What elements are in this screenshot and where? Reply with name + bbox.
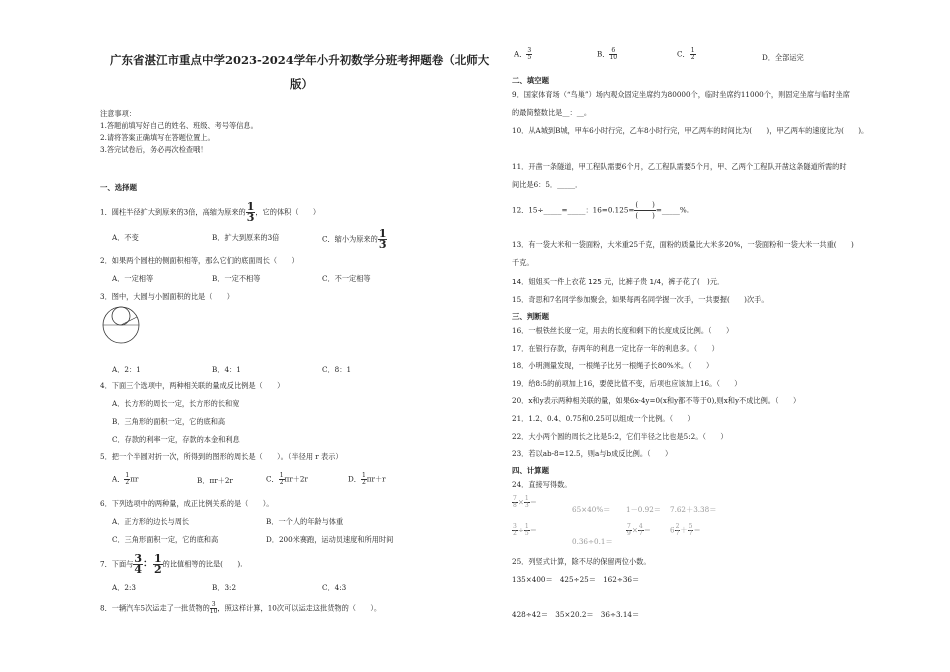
q3-option-a[interactable]: A．2：1 — [112, 365, 141, 374]
calc-item: $\frac{7}{9}$ × $\frac{4}{7}$ ＝ — [627, 523, 651, 537]
section-judge: 三、判断题 — [512, 312, 549, 321]
circle-figure — [101, 305, 141, 345]
fraction: $\frac{1}{2}$ — [361, 472, 366, 486]
question-8: 8．一辆汽车5次运走了一批货物的 $\frac{3}{10}$ ，照这样计算，10次可以运走这批货物的（ ）。 — [100, 601, 382, 615]
question-1 — [100, 202, 320, 223]
calc-row: 135×400＝ 425÷25＝ 162÷36＝ — [512, 575, 640, 584]
notice-item: 1.答题前填写好自己的姓名、班级、考号等信息。 — [100, 121, 258, 130]
calc-item: $\frac{7}{8}$ × $\frac{1}{3}$ ＝ — [513, 495, 537, 509]
calc-item: 6 $\frac{2}{7}$ ＋ $\frac{5}{7}$ ＝ — [670, 523, 701, 537]
question-23: 23．若以ab-8=12.5，则a与b成反比例。（ ） — [512, 449, 673, 458]
question-21: 21．1.2、0.4、0.75和0.25可以组成一个比例。（ ） — [512, 414, 695, 423]
fraction: $\frac{( )}{( )}$ — [635, 201, 655, 220]
question-15: 15．奇思和7名同学参加聚会，如果每两名同学握一次手，一共要握( )次手。 — [512, 295, 769, 304]
q1-option-c[interactable]: C．缩小为原来的 $\frac{1}{3}$ — [322, 227, 387, 251]
fraction: $\frac{1}{3}$ — [524, 495, 529, 509]
q1-text-b: ，它的体积（ ） — [255, 207, 321, 217]
q7-option-a[interactable]: A．2:3 — [112, 583, 136, 592]
fraction: $\frac{6}{10}$ — [609, 47, 618, 61]
fraction: $\frac{1}{5}$ — [524, 523, 529, 537]
question-12: 12．15÷_____=_____：16=0.125= $\frac{( )}{( )}$ =_____%. — [512, 201, 689, 220]
q1-option-a[interactable]: A．不变 — [112, 233, 139, 242]
q3-option-b[interactable]: B．4：1 — [212, 365, 241, 374]
q7-option-c[interactable]: C．4:3 — [322, 583, 347, 592]
fraction: $\frac{1}{3}$ — [246, 200, 255, 224]
calc-item: 65×40%＝ — [572, 505, 611, 514]
q5-option-b[interactable]: B．πr＋2r — [197, 476, 233, 485]
question-6: 6．下列选项中的两种量，成正比例关系的是（ ）。 — [100, 499, 274, 508]
question-20: 20．x和y表示两种相关联的量，如果6x-4y=0(x和y都不等于0),则x和y不成比例。（ ） — [512, 396, 801, 405]
question-9: 9．国家体育场（“鸟巢”）场内观众固定坐席约为80000个，临时坐席约11000个，则固定坐席与临时坐席 — [512, 90, 850, 99]
fraction: $\frac{1}{2}$ — [279, 472, 284, 486]
question-9-cont: 的最简整数比是__：__。 — [512, 108, 592, 117]
fraction: $\frac{7}{9}$ — [627, 523, 631, 537]
fraction: $\frac{1}{2}$ — [690, 47, 695, 61]
fraction: $\frac{2}{7}$ — [675, 523, 680, 537]
fraction: $\frac{3}{2}$ — [513, 523, 517, 537]
calc-item: 1－0.92＝ — [626, 505, 661, 514]
question-5: 5．把一个半圆对折一次，所得到的图形的周长是（ ）。（半径用 r 表示） — [100, 452, 343, 461]
notice-heading: 注意事项： — [100, 109, 136, 118]
calc-item: 7.62＋3.38＝ — [670, 505, 717, 514]
question-17: 17．在银行存款，存两年的利息一定比存一年的利息多。（ ） — [512, 344, 719, 353]
q6-option-b[interactable]: B．一个人的年龄与体重 — [266, 517, 344, 526]
q4-option-c[interactable]: C．存款的利率一定，存款的本金和利息 — [112, 435, 240, 444]
question-13: 13．有一袋大米和一袋面粉，大米重25千克，面粉的质量比大米多20%，一袋面粉和一袋大米一共重( ) — [512, 240, 854, 249]
q2-option-b[interactable]: B．一定不相等 — [212, 274, 261, 283]
q2-option-a[interactable]: A．一定相等 — [112, 274, 154, 283]
fraction: $\frac{3}{5}$ — [527, 47, 532, 61]
question-4: 4．下面三个选项中，两种相关联的量成反比例是（ ） — [100, 381, 285, 390]
q8-option-c[interactable]: C． $\frac{1}{2}$ — [677, 47, 695, 61]
q7-option-b[interactable]: B．3:2 — [212, 583, 237, 592]
fraction: $\frac{7}{8}$ — [513, 495, 517, 509]
page-title: 广东省湛江市重点中学2023-2024学年小升初数学分班考押题卷（北师大 — [110, 53, 490, 67]
q8-option-b[interactable]: B． $\frac{6}{10}$ — [597, 47, 618, 61]
notice-item: 2.请将答案正确填写在答题位置上。 — [100, 133, 215, 142]
q4-option-b[interactable]: B．三角形的面积一定，它的底和高 — [112, 417, 226, 426]
q5-option-d[interactable]: D． $\frac{1}{2}$ πr＋r — [348, 472, 386, 486]
question-22: 22．大小两个圆的周长之比是5:2，它们半径之比也是5:2。（ ） — [512, 432, 728, 441]
question-14: 14．姐姐买一件上衣花 125 元，比裤子贵 1/4，裤子花了( )元． — [512, 277, 725, 286]
question-18: 18．小明测量发现，一根绳子比另一根绳子长80%米。（ ） — [512, 361, 714, 370]
calc-item: 0.36÷0.1＝ — [572, 537, 613, 546]
q8-option-a[interactable]: A． $\frac{3}{5}$ — [514, 47, 532, 61]
calc-item: $\frac{3}{2}$ ÷ $\frac{1}{5}$ ＝ — [513, 523, 537, 537]
calc-row: 428÷42＝ 35×20.2＝ 36÷3.14＝ — [512, 610, 640, 619]
question-19: 19．给8:5的前项加上16，要使比值不变，后项也应该加上16。（ ） — [512, 379, 742, 388]
q5-option-c[interactable]: C． $\frac{1}{2}$ πr＋2r — [266, 472, 308, 486]
fraction: $\frac{1}{2}$ — [125, 472, 130, 486]
fraction: $\frac{3}{10}$ — [209, 601, 218, 615]
q2-option-c[interactable]: C．不一定相等 — [322, 274, 371, 283]
fraction: $\frac{1}{2}$ — [153, 552, 162, 576]
question-10: 10．从A城到B城，甲车6小时行完，乙车8小时行完，甲乙两车的时间比为( )，甲乙两车的速度比为( )。 — [512, 126, 869, 135]
section-calc: 四、计算题 — [512, 466, 549, 475]
notice-item: 3.答完试卷后，务必再次检查哦！ — [100, 145, 208, 154]
q5-option-a[interactable]: A． $\frac{1}{2}$ πr — [112, 472, 139, 486]
question-2: 2．如果两个圆柱的侧面积相等，那么它们的底面周长（ ） — [100, 256, 299, 265]
fraction: $\frac{4}{7}$ — [638, 523, 643, 537]
question-13-cont: 千克。 — [512, 258, 534, 267]
fraction: $\frac{1}{3}$ — [378, 227, 387, 251]
q6-option-c[interactable]: C．三角形面积一定，它的底和高 — [112, 535, 219, 544]
question-11-cont: 间比是6：5．_____． — [512, 180, 583, 189]
question-7: 7．下面与 $\frac{3}{4}$ ： $\frac{1}{2}$ 的比值相等的比是( ). — [100, 552, 243, 576]
section-choice: 一、选择题 — [100, 183, 137, 192]
q4-option-a[interactable]: A．长方形的周长一定，长方形的长和宽 — [112, 399, 240, 408]
page-title-cont: 版） — [290, 77, 313, 91]
question-24: 24．直接写得数。 — [512, 480, 572, 489]
question-16: 16．一根铁丝长度一定，用去的长度和剩下的长度成反比例。（ ） — [512, 326, 734, 335]
q8-option-d[interactable]: D．全部运完 — [762, 53, 804, 62]
q6-option-d[interactable]: D．200米赛跑，运动员速度和所用时间 — [266, 535, 394, 544]
fraction: $\frac{5}{7}$ — [688, 523, 693, 537]
question-25: 25．列竖式计算，除不尽的保留两位小数。 — [512, 557, 651, 566]
q6-option-a[interactable]: A．正方形的边长与周长 — [112, 517, 190, 526]
q1-text: 1．圆柱半径扩大到原来的3倍，高缩为原来的 — [100, 207, 246, 217]
q1-option-b[interactable]: B．扩大到原来的3倍 — [212, 233, 280, 242]
question-3: 3．图中，大圆与小圆面积的比是（ ） — [100, 292, 234, 301]
q3-option-c[interactable]: C．8：1 — [322, 365, 352, 374]
question-11: 11．开凿一条隧道，甲工程队需要6个月，乙工程队需要5个月，甲、乙两个工程队开凿这条隧道所需的时 — [512, 162, 847, 171]
section-fill: 二、填空题 — [512, 76, 549, 85]
fraction: $\frac{3}{4}$ — [134, 552, 142, 576]
